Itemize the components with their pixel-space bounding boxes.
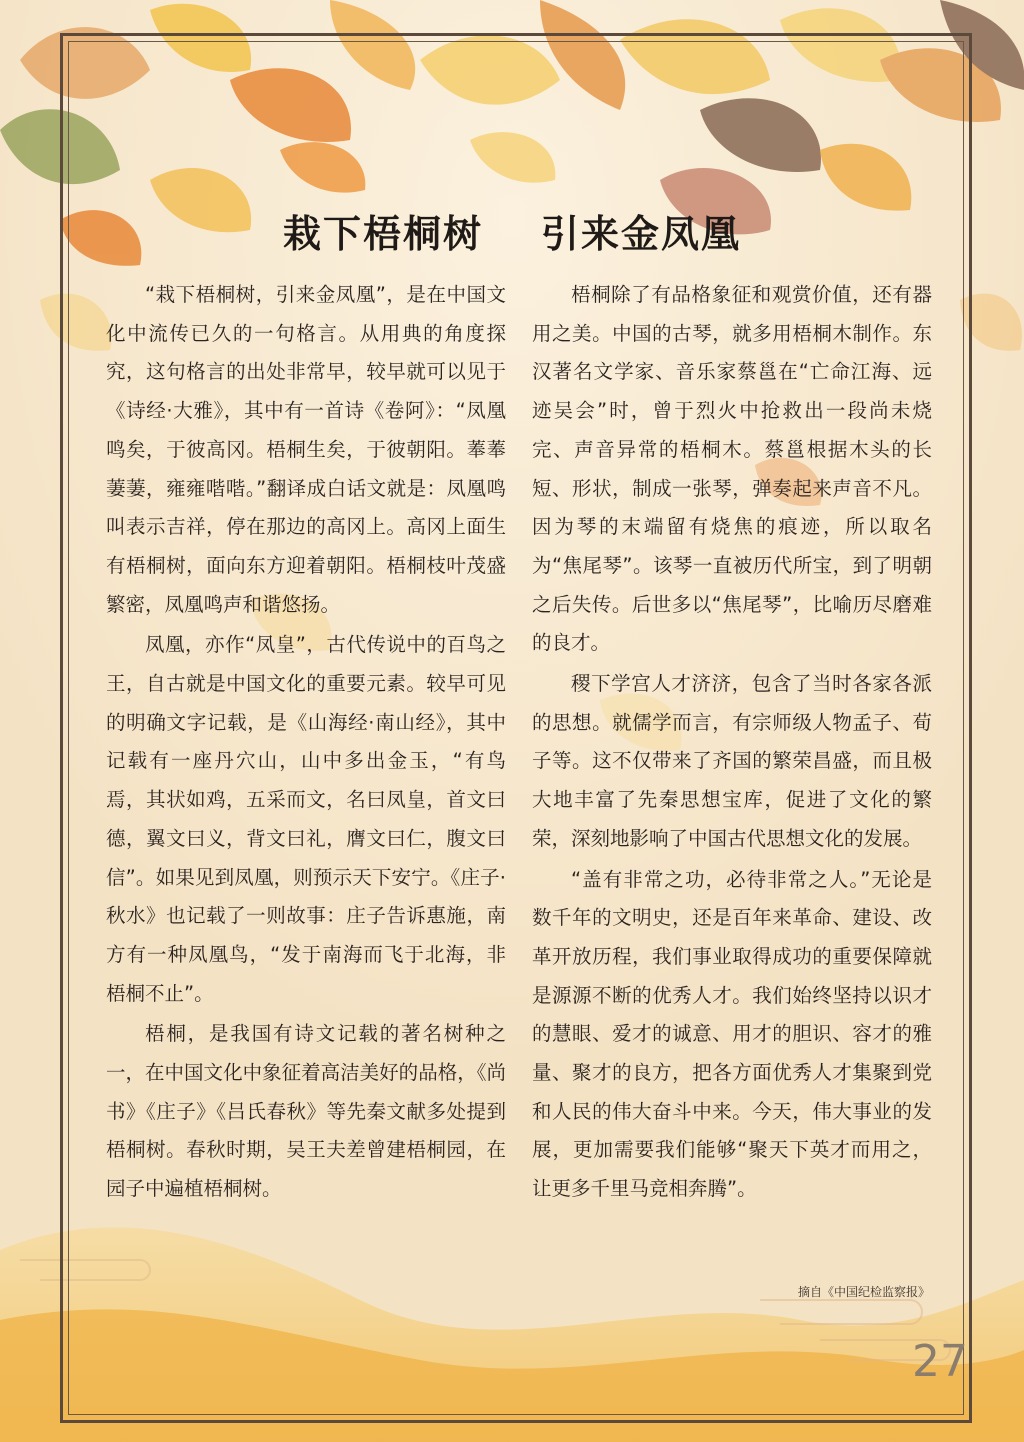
left-column: [106, 276, 506, 1209]
paragraph: 梧桐，是我国有诗文记载的著名树种之一，在中国文化中象征着高洁美好的品格，《尚书》《庄子》《吕氏春秋》等先秦文献多处提到梧桐树。春秋时期，吴王夫差曾建梧桐园，在园子中遍植梧桐树。: [106, 1022, 506, 1201]
paragraph: 梧桐除了有品格象征和观赏价值，还有器用之美。中国的古琴，就多用梧桐木制作。东汉著名文学家、音乐家蔡邕在“亡命江海、远迹吴会”时，曾于烈火中抢救出一段尚未烧完、声音异常的梧桐木。蔡邕根据木头的长短、形状，制成一张琴，弹奏起来声音不凡。因为琴的末端留有烧焦的痕迹，所以取名为“焦尾琴”。该琴一直被历代所宝，到了明朝之后失传。后世多以“焦尾琴”，比喻历尽磨难的良才。: [532, 283, 932, 655]
article-title: [0, 203, 1024, 258]
paragraph: 稷下学宫人才济济，包含了当时各家各派的思想。就儒学而言，有宗师级人物孟子、荀子等。这不仅带来了齐国的繁荣昌盛，而且极大地丰富了先秦思想宝库，促进了文化的繁荣，深刻地影响了中国古代思想文化的发展。: [532, 672, 932, 850]
page-number: 27: [912, 1336, 968, 1387]
paragraph: 凤凰，亦作“凤皇”，古代传说中的百鸟之王，自古就是中国文化的重要元素。较早可见的明确文字记载，是《山海经·南山经》，其中记载有一座丹穴山，山中多出金玉，“有鸟焉，其状如鸡，五采而文，名曰凤皇，首文曰德，翼文曰义，背文曰礼，膺文曰仁，腹文曰信”。如果见到凤凰，则预示天下安宁。《庄子·秋水》也记载了一则故事：庄子告诉惠施，南方有一种凤凰鸟，“发于南海而飞于北海，非梧桐不止”。: [106, 633, 506, 1005]
title-part-2: 引来金凤凰: [541, 211, 742, 256]
paragraph: “栽下梧桐树，引来金凤凰”，是在中国文化中流传已久的一句格言。从用典的角度探究，这句格言的出处非常早，较早就可以见于《诗经·大雅》，其中有一首诗《卷阿》：“凤凰鸣矣，于彼高冈。梧桐生矣，于彼朝阳。菶菶萋萋，雍雍喈喈。”翻译成白话文就是：凤凰鸣叫表示吉祥，停在那边的高冈上。高冈上面生有梧桐树，面向东方迎着朝阳。梧桐枝叶茂盛繁密，凤凰鸣声和谐悠扬。: [106, 283, 506, 616]
title-part-1: 栽下梧桐树: [282, 211, 483, 256]
right-column: [532, 276, 932, 1209]
paragraph: “盖有非常之功，必待非常之人。”无论是数千年的文明史，还是百年来革命、建设、改革开放历程，我们事业取得成功的重要保障就是源源不断的优秀人才。我们始终坚持以识才的慧眼、爱才的诚意、用才的胆识、容才的雅量、聚才的良方，把各方面优秀人才集聚到党和人民的伟大奋斗中来。今天，伟大事业的发展，更加需要我们能够“聚天下英才而用之，让更多千里马竞相奔腾”。: [532, 867, 932, 1201]
source-credit: 摘自《中国纪检监察报》: [797, 1285, 930, 1299]
